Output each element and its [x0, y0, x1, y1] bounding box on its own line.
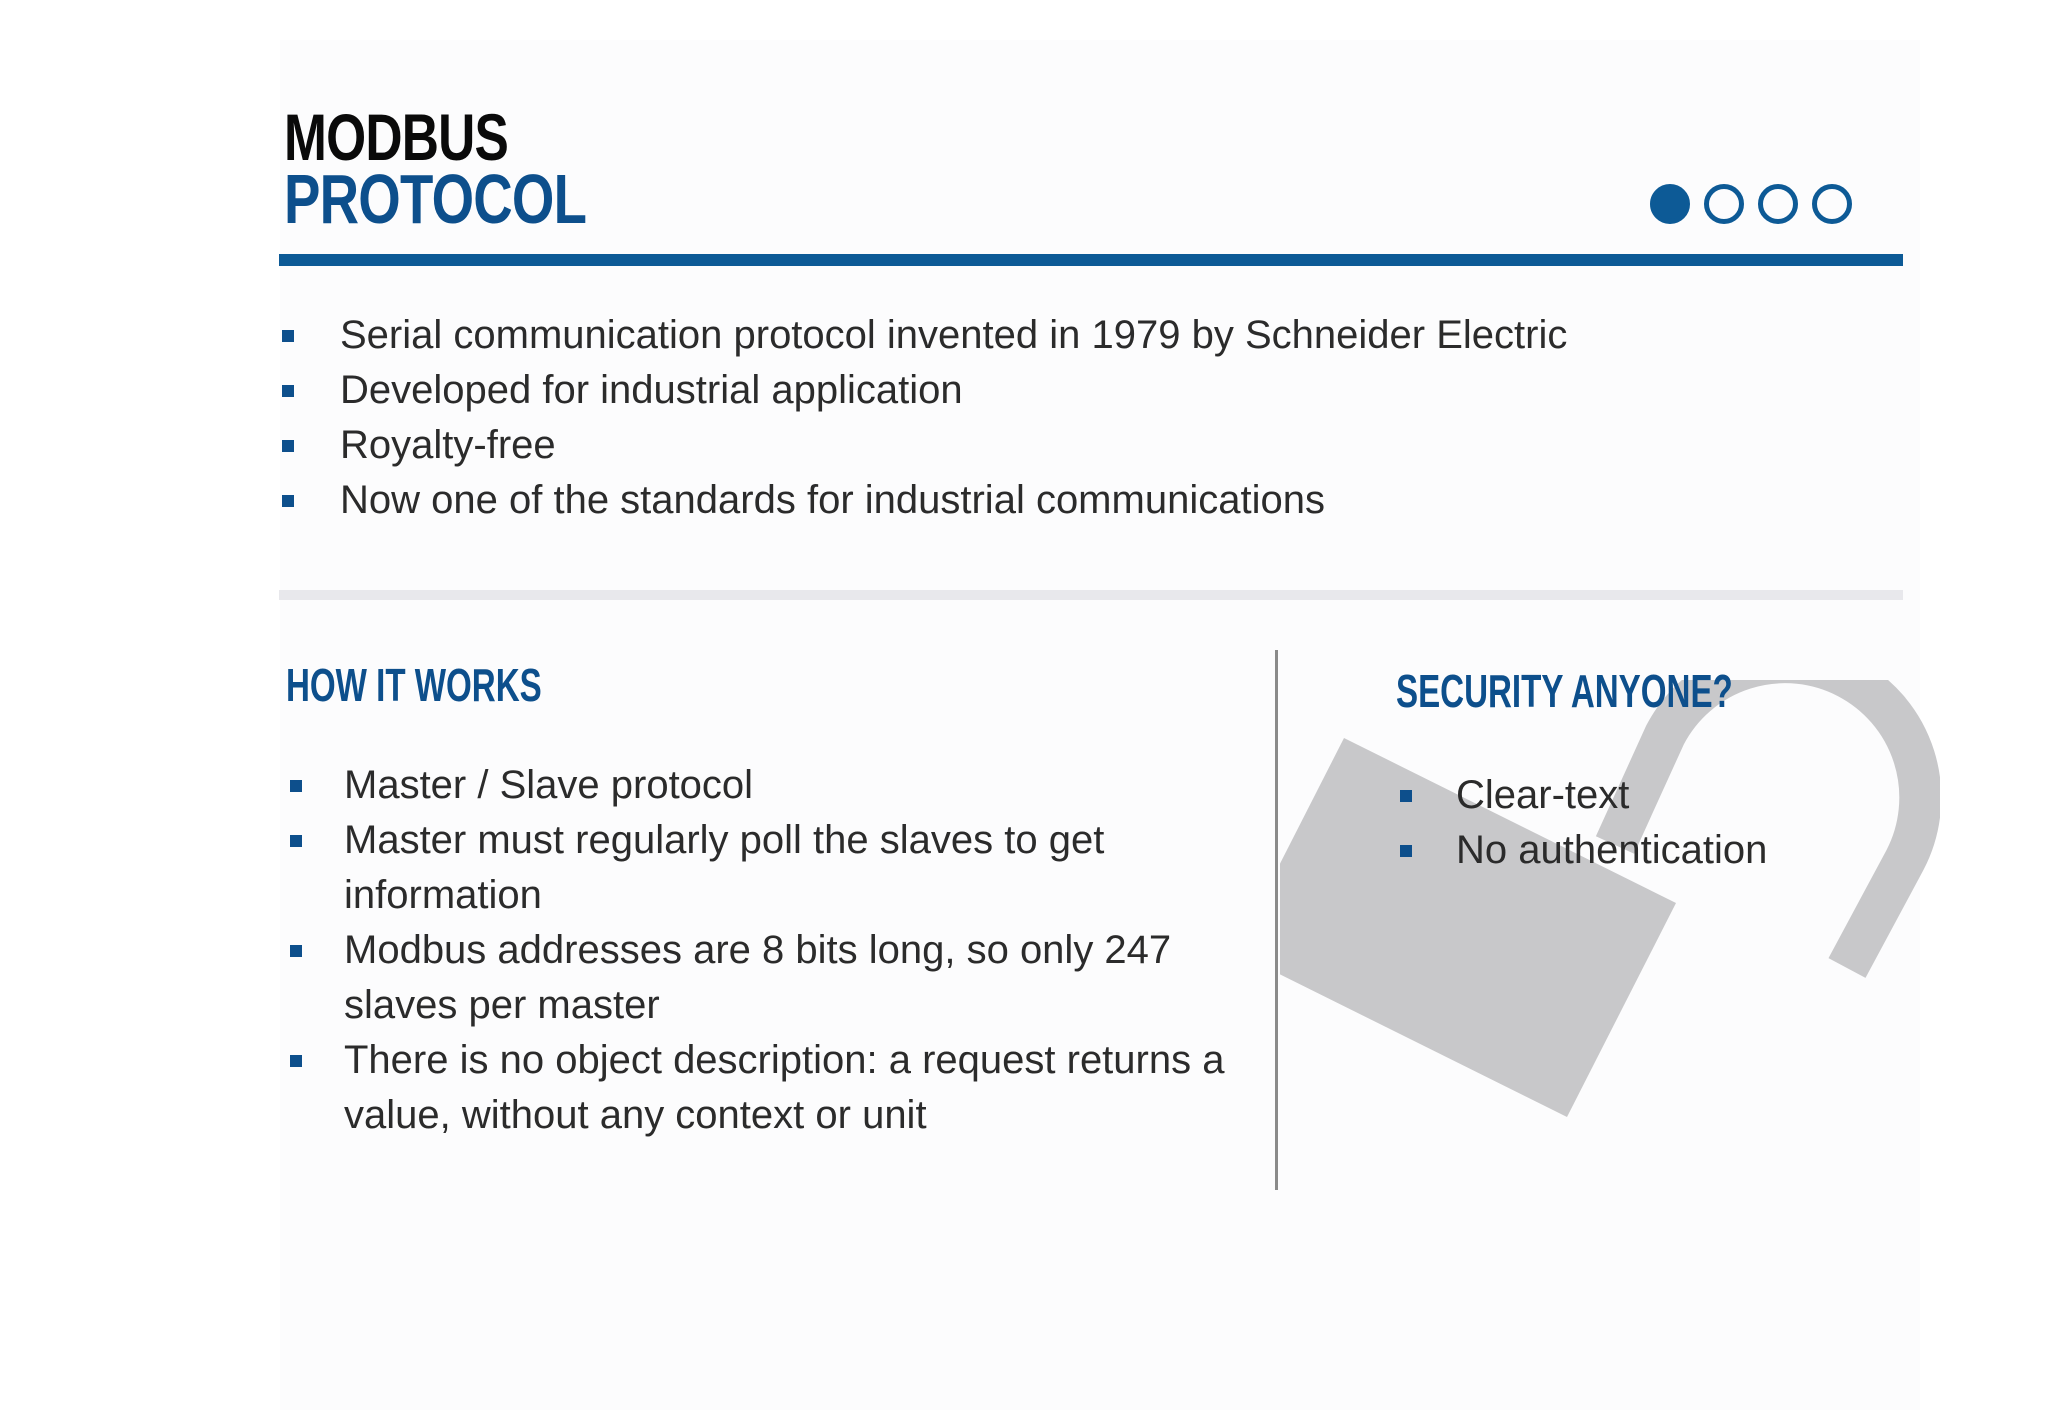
bullet-square-icon — [290, 835, 302, 847]
list-item-text: Modbus addresses are 8 bits long, so only 247 slaves per master — [344, 928, 1172, 1027]
how-it-works-list — [288, 758, 1248, 1143]
list-item — [282, 473, 1782, 528]
bullet-square-icon — [290, 780, 302, 792]
bullet-square-icon — [282, 495, 294, 507]
list-item — [282, 363, 1782, 418]
list-item-text: Master / Slave protocol — [344, 763, 754, 807]
bullet-square-icon — [282, 330, 294, 342]
title-line-2: PROTOCOL — [284, 160, 587, 238]
bullet-square-icon — [1400, 845, 1412, 857]
bullet-square-icon — [290, 1055, 302, 1067]
bullet-square-icon — [282, 440, 294, 452]
open-padlock-icon — [1280, 680, 1940, 1140]
bullet-square-icon — [1400, 790, 1412, 802]
security-list — [1398, 768, 1898, 878]
padlock-graphic — [1280, 680, 1940, 1140]
list-item — [282, 308, 1782, 363]
title-divider — [279, 254, 1903, 266]
list-item — [288, 923, 1248, 1033]
list-item — [288, 1033, 1248, 1143]
bullet-square-icon — [282, 385, 294, 397]
pagination-dot-3[interactable] — [1758, 184, 1798, 224]
list-item-text: Master must regularly poll the slaves to get information — [344, 818, 1105, 917]
intro-list — [282, 308, 1782, 528]
list-item — [282, 418, 1782, 473]
list-item-text: There is no object description: a request returns a value, without any context or unit — [344, 1038, 1225, 1137]
list-item — [288, 813, 1248, 923]
pagination-dot-4[interactable] — [1812, 184, 1852, 224]
pagination-dot-1[interactable] — [1650, 184, 1690, 224]
security-heading: SECURITY ANYONE? — [1396, 665, 1733, 717]
list-item-text: Clear-text — [1456, 773, 1630, 817]
list-item — [288, 758, 1248, 813]
list-item-text: Royalty-free — [340, 423, 556, 467]
bullet-square-icon — [290, 945, 302, 957]
list-item — [1398, 823, 1898, 878]
list-item-text: No authentication — [1456, 828, 1768, 872]
pagination-dots — [1650, 184, 1852, 224]
column-divider — [1275, 650, 1278, 1190]
section-divider — [279, 590, 1903, 600]
list-item-text: Now one of the standards for industrial communications — [340, 478, 1325, 522]
list-item-text: Developed for industrial application — [340, 368, 963, 412]
list-item — [1398, 768, 1898, 823]
title-line-1: MODBUS — [284, 100, 509, 174]
list-item-text: Serial communication protocol invented in 1979 by Schneider Electric — [340, 313, 1568, 357]
pagination-dot-2[interactable] — [1704, 184, 1744, 224]
how-it-works-heading: HOW IT WORKS — [286, 659, 542, 711]
